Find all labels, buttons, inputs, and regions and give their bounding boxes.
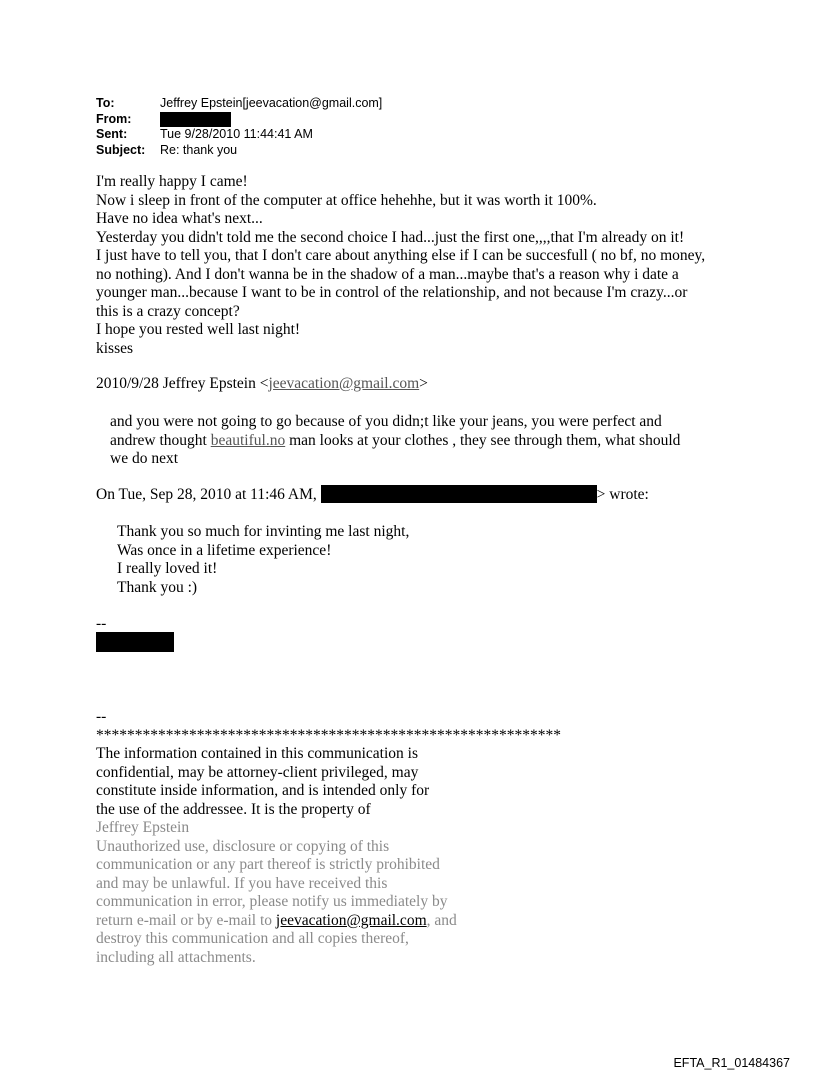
body-line: Now i sleep in front of the computer at office hehehhe, but it was worth it 100%. xyxy=(96,191,597,209)
sent-label: Sent: xyxy=(96,127,128,141)
body-line: kisses xyxy=(96,339,134,357)
body-line: younger man...because I want to be in control of the relationship, and not because I'm crazy...or xyxy=(96,284,688,301)
disclaimer-line: The information contained in this communication is xyxy=(96,745,418,762)
body-line: no nothing). And I don't wanna be in the shadow of a man...maybe that's a reason why i date a xyxy=(96,265,679,283)
email-header xyxy=(96,96,382,158)
body-line: I'm really happy I came! xyxy=(96,173,248,190)
quoted-line: I really loved it! xyxy=(117,560,218,577)
signature xyxy=(96,615,106,634)
return-pre: return e-mail or by e-mail to xyxy=(96,911,276,929)
attribution-prefix: On Tue, Sep 28, 2010 at 11:46 AM, xyxy=(96,486,321,503)
header-subject-row xyxy=(96,143,382,159)
disclaimer-line: Unauthorized use, disclosure or copying of this xyxy=(96,837,390,855)
quoted-line: Thank you :) xyxy=(117,578,198,596)
message-body xyxy=(96,173,705,358)
body-line: Yesterday you didn't told me the second choice I had...just the first one,,,,that I'm already on it! xyxy=(96,228,685,246)
disclaimer-line: the use of the addressee. It is the property of xyxy=(96,800,371,818)
disclaimer-line: communication in error, please notify us immediately by xyxy=(96,893,448,910)
attribution-prefix: 2010/9/28 Jeffrey Epstein < xyxy=(96,375,269,392)
email-link[interactable]: jeevacation@gmail.com xyxy=(268,375,420,392)
redaction-block xyxy=(160,112,231,127)
disclaimer-email-link[interactable]: jeevacation@gmail.com xyxy=(275,911,427,929)
disclaimer-line xyxy=(96,912,561,931)
to-value: Jeffrey Epstein[jeevacation@gmail.com] xyxy=(160,96,383,110)
quoted-line-pre: andrew thought xyxy=(110,431,211,449)
quoted-message xyxy=(110,413,680,469)
subject-label: Subject: xyxy=(96,142,146,157)
quoted-line: and you were not going to go because of you didn;t like your jeans, you were perfect and xyxy=(110,413,662,430)
redaction-block xyxy=(96,632,174,652)
quoted-line: Was once in a lifetime experience! xyxy=(117,541,332,559)
disclaimer-dash: -- xyxy=(96,708,107,725)
disclaimer xyxy=(96,708,561,967)
disclaimer-line: constitute inside information, and is intended only for xyxy=(96,782,430,799)
attribution-suffix: > wrote: xyxy=(596,486,649,503)
to-label: To: xyxy=(96,96,115,110)
beautiful-link[interactable]: beautiful.no xyxy=(210,431,286,449)
body-line: this is a crazy concept? xyxy=(96,302,240,320)
header-sent-row xyxy=(96,127,382,143)
redaction-block xyxy=(321,485,597,503)
disclaimer-line: Jeffrey Epstein xyxy=(96,819,190,836)
header-to-row xyxy=(96,96,382,112)
disclaimer-line: confidential, may be attorney-client privileged, may xyxy=(96,763,419,781)
quoted-line-post: man looks at your clothes , they see through them, what should xyxy=(285,431,681,449)
quote2-attribution xyxy=(96,485,649,505)
quoted-message-2 xyxy=(117,523,409,597)
signature-dash: -- xyxy=(96,615,107,632)
header-from-row xyxy=(96,112,382,128)
subject-value: Re: thank you xyxy=(160,142,238,157)
quoted-line: Thank you so much for invinting me last night, xyxy=(117,523,410,540)
body-line: I just have to tell you, that I don't care about anything else if I can be succesfull ( no bf, no money, xyxy=(96,247,706,264)
sent-value: Tue 9/28/2010 11:44:41 AM xyxy=(160,127,313,141)
quoted-line xyxy=(110,432,680,451)
quoted-line: we do next xyxy=(110,450,179,467)
quote-attribution xyxy=(96,375,428,394)
return-post: , and xyxy=(426,911,457,929)
disclaimer-line: communication or any part thereof is strictly prohibited xyxy=(96,856,440,873)
from-label: From: xyxy=(96,111,132,126)
disclaimer-stars: ************************************************************ xyxy=(96,726,561,744)
attribution-suffix: > xyxy=(419,375,428,392)
disclaimer-line: including all attachments. xyxy=(96,948,256,966)
body-line: I hope you rested well last night! xyxy=(96,321,301,338)
disclaimer-line: destroy this communication and all copies thereof, xyxy=(96,930,409,947)
disclaimer-line: and may be unlawful. If you have received this xyxy=(96,874,388,892)
document-id: EFTA_R1_01484367 xyxy=(673,1056,790,1070)
body-line: Have no idea what's next... xyxy=(96,210,263,227)
